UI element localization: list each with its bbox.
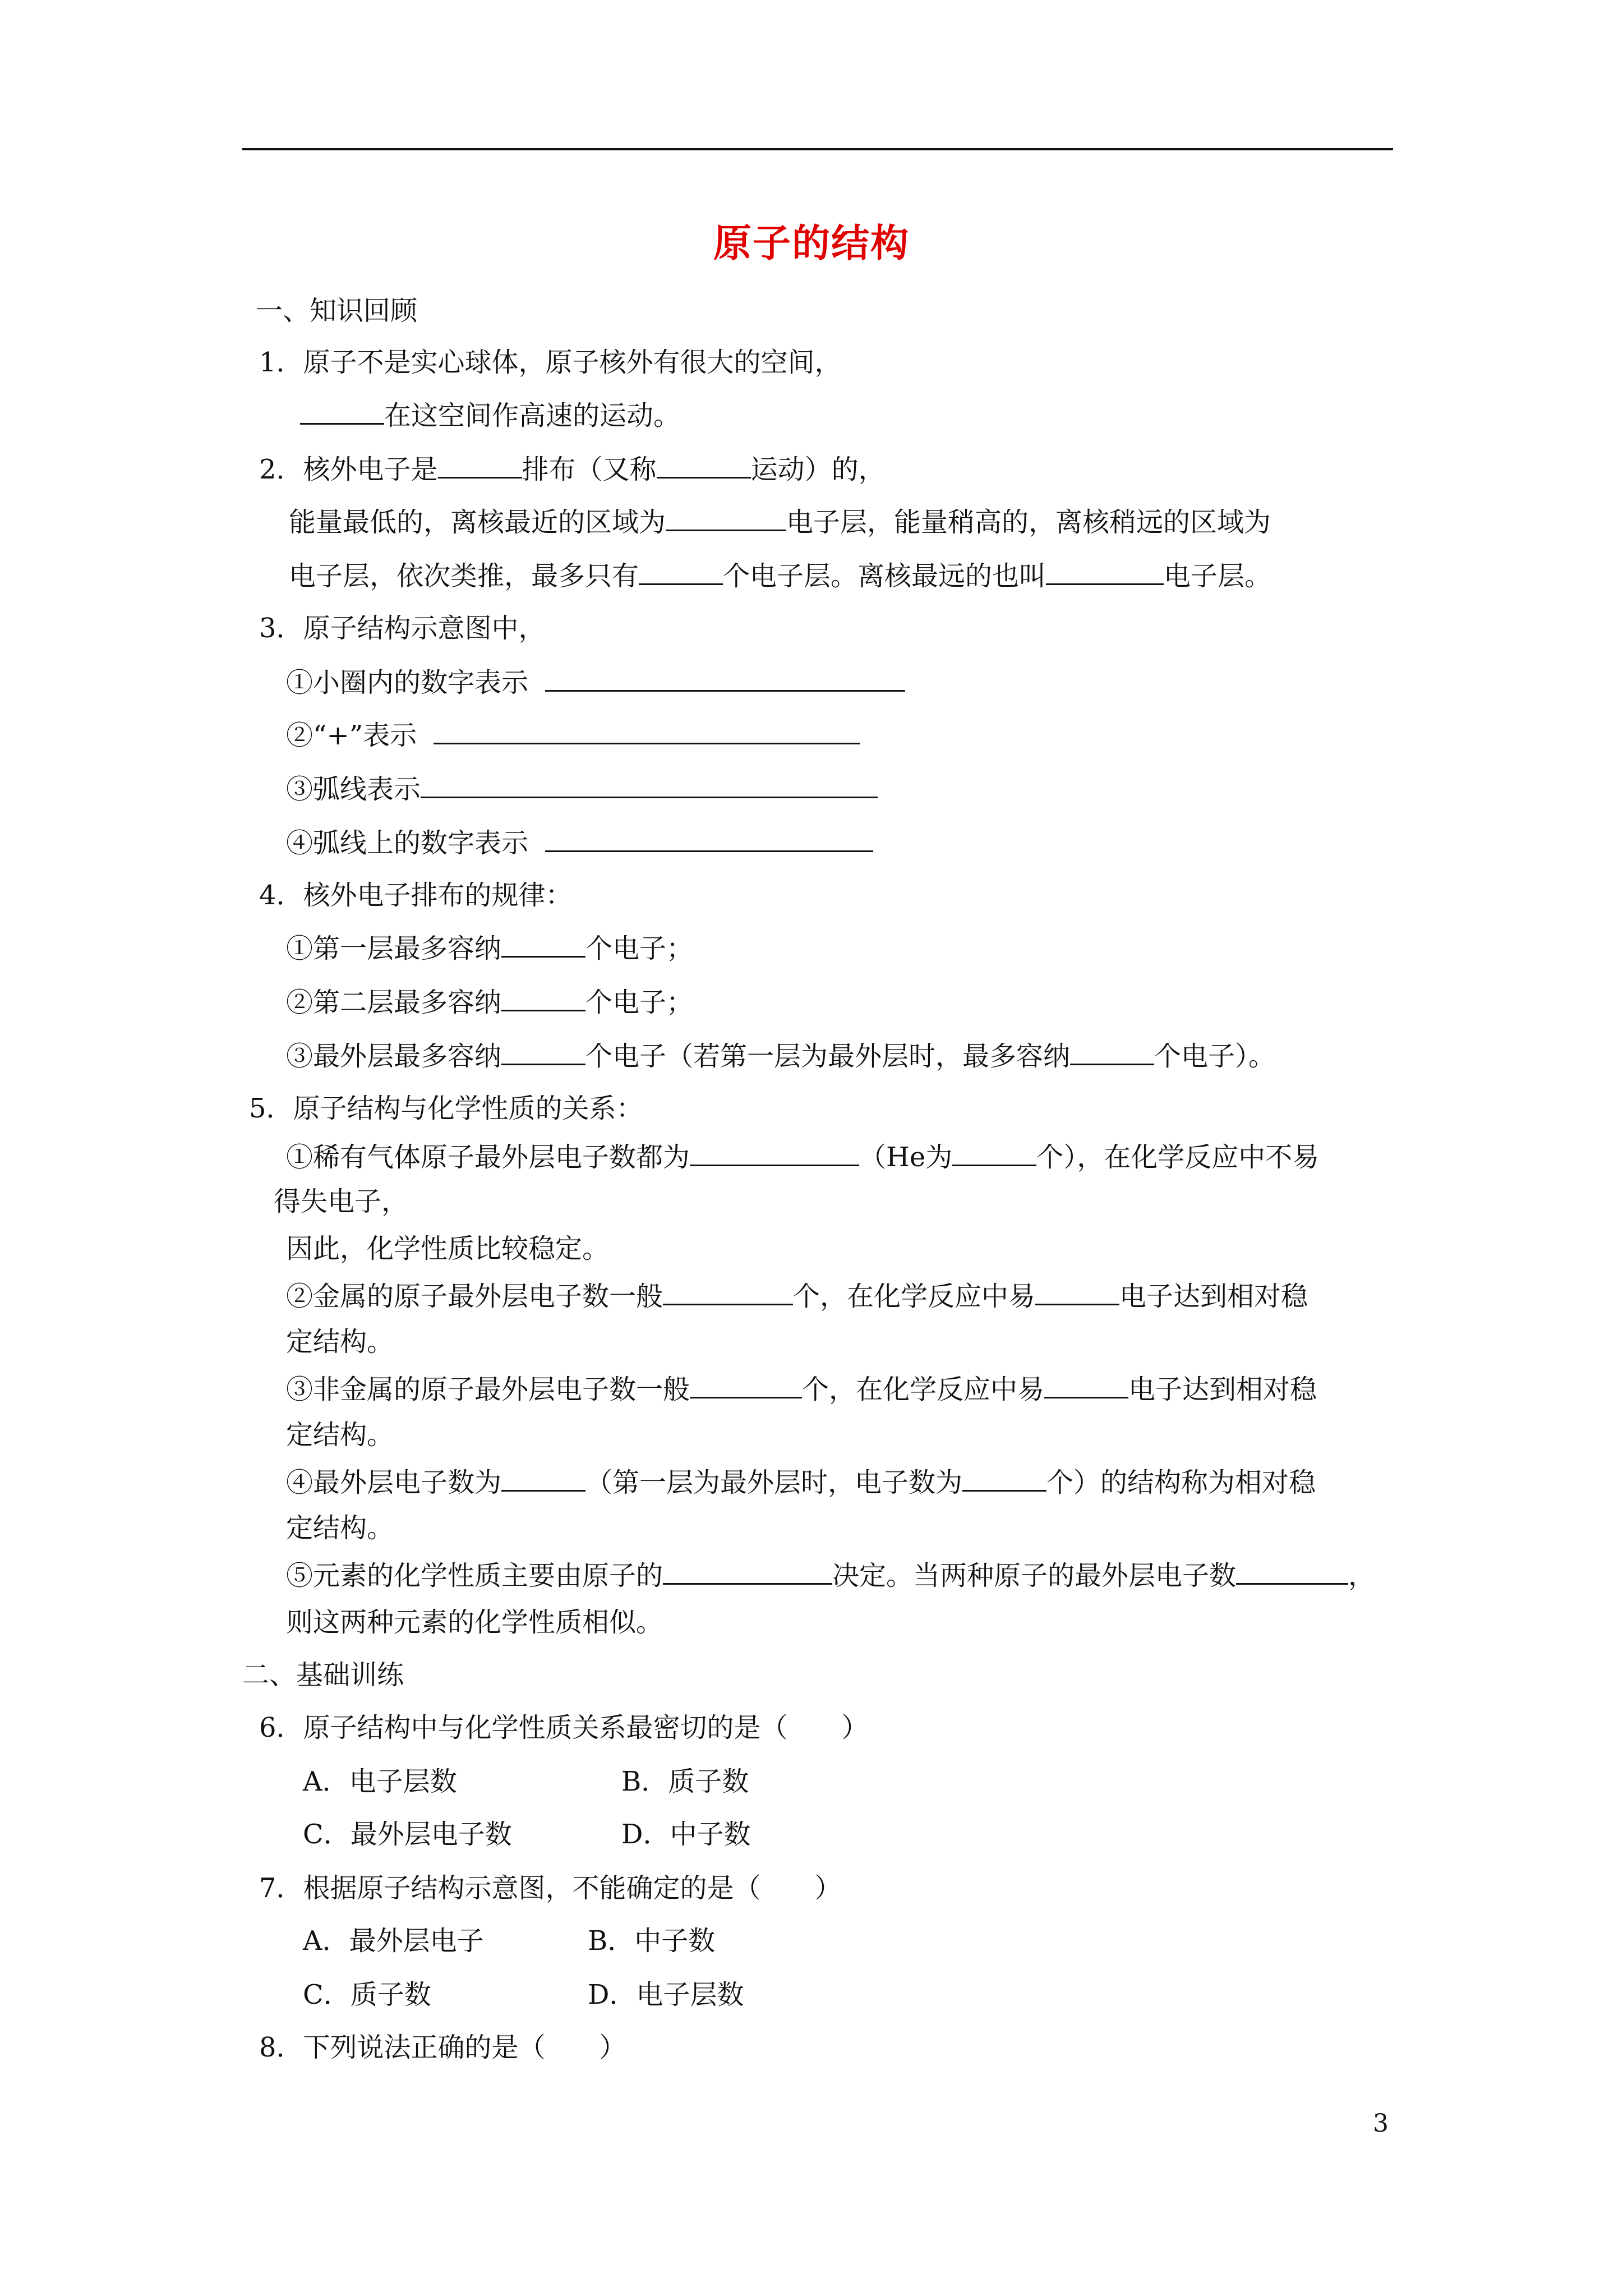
section-heading-basic: 二、基础训练 bbox=[242, 1659, 404, 1691]
q5-item1: ①稀有气体原子最外层电子数都为 （He为 个），在化学反应中不易 bbox=[286, 1140, 1319, 1174]
answer-blank[interactable] bbox=[501, 985, 585, 1011]
answer-blank[interactable] bbox=[666, 505, 786, 531]
q3-item1: ①小圈内的数字表示 bbox=[286, 665, 905, 700]
answer-blank[interactable] bbox=[501, 931, 585, 958]
answer-blank[interactable] bbox=[690, 1140, 859, 1166]
answer-blank[interactable] bbox=[657, 452, 751, 478]
section-heading-review: 一、知识回顾 bbox=[256, 295, 418, 326]
q7-option-a[interactable]: A．最外层电子 bbox=[303, 1925, 484, 1957]
answer-blank[interactable] bbox=[962, 1465, 1046, 1492]
answer-blank[interactable] bbox=[1046, 559, 1164, 585]
answer-blank[interactable] bbox=[1236, 1558, 1348, 1585]
q6-option-b[interactable]: B．质子数 bbox=[621, 1766, 749, 1797]
answer-blank[interactable] bbox=[1044, 1372, 1128, 1398]
q5-line1: 5．原子结构与化学性质的关系： bbox=[249, 1093, 643, 1124]
q2-line2: 能量最低的，离核最近的区域为 电子层，能量稍高的，离核稍远的区域为 bbox=[289, 505, 1271, 539]
q1-line2: 在这空间作高速的运动。 bbox=[300, 398, 680, 432]
q5-item2: ②金属的原子最外层电子数一般 个，在化学反应中易 电子达到相对稳 bbox=[286, 1279, 1308, 1313]
q4-item2: ②第二层最多容纳 个电子； bbox=[286, 985, 693, 1019]
q5-item5: ⑤元素的化学性质主要由原子的 决定。当两种原子的最外层电子数 ， bbox=[286, 1558, 1375, 1593]
answer-blank[interactable] bbox=[300, 398, 384, 425]
answer-blank[interactable] bbox=[434, 718, 860, 744]
q2-line1: 2．核外电子是 排布（又称 运动）的， bbox=[259, 452, 886, 486]
q4-line1: 4．核外电子排布的规律： bbox=[259, 880, 573, 911]
q7-option-d[interactable]: D．电子层数 bbox=[588, 1979, 744, 2010]
q7-option-b[interactable]: B．中子数 bbox=[588, 1925, 716, 1957]
answer-blank[interactable] bbox=[1035, 1279, 1119, 1305]
q6-option-d[interactable]: D．中子数 bbox=[621, 1819, 751, 1850]
q3-item2: ②“+”表示 bbox=[286, 718, 860, 752]
q3-line1: 3．原子结构示意图中， bbox=[259, 613, 546, 644]
q4-item3: ③最外层最多容纳 个电子（若第一层为最外层时，最多容纳 个电子）。 bbox=[286, 1039, 1275, 1073]
answer-blank[interactable] bbox=[639, 559, 723, 585]
q5-item4: ④最外层电子数为 （第一层为最外层时，电子数为 个）的结构称为相对稳 bbox=[286, 1465, 1316, 1499]
answer-blank[interactable] bbox=[1070, 1039, 1154, 1065]
answer-blank[interactable] bbox=[545, 665, 905, 692]
page-number: 3 bbox=[1373, 2109, 1389, 2138]
q2-line3: 电子层，依次类推，最多只有 个电子层。离核最远的也叫 电子层。 bbox=[289, 559, 1271, 593]
answer-blank[interactable] bbox=[501, 1465, 585, 1492]
q1-line1: 1．原子不是实心球体，原子核外有很大的空间， bbox=[259, 347, 842, 378]
q5-item1-cont: 得失电子， bbox=[274, 1186, 409, 1217]
q6-option-a[interactable]: A．电子层数 bbox=[303, 1766, 457, 1797]
q5-item1-cont2: 因此，化学性质比较稳定。 bbox=[286, 1233, 610, 1264]
answer-blank[interactable] bbox=[952, 1140, 1036, 1166]
q8-stem: 8．下列说法正确的是（ ） bbox=[259, 2032, 626, 2063]
answer-blank[interactable] bbox=[663, 1558, 832, 1585]
answer-blank[interactable] bbox=[438, 452, 522, 478]
q5-item2-cont: 定结构。 bbox=[286, 1326, 394, 1358]
answer-blank[interactable] bbox=[421, 772, 878, 798]
q5-item3: ③非金属的原子最外层电子数一般 个，在化学反应中易 电子达到相对稳 bbox=[286, 1372, 1317, 1406]
answer-blank[interactable] bbox=[690, 1372, 802, 1398]
answer-blank[interactable] bbox=[545, 826, 873, 852]
header-rule bbox=[242, 148, 1393, 150]
q6-stem: 6．原子结构中与化学性质关系最密切的是（ ） bbox=[259, 1712, 869, 1743]
q3-item3: ③弧线表示 bbox=[286, 772, 878, 806]
q3-item4: ④弧线上的数字表示 bbox=[286, 826, 873, 860]
q5-item4-cont: 定结构。 bbox=[286, 1512, 394, 1544]
q7-stem: 7．根据原子结构示意图，不能确定的是（ ） bbox=[259, 1872, 842, 1904]
page-title: 原子的结构 bbox=[713, 221, 910, 266]
q4-item1: ①第一层最多容纳 个电子； bbox=[286, 931, 693, 965]
q5-item3-cont: 定结构。 bbox=[286, 1419, 394, 1451]
answer-blank[interactable] bbox=[501, 1039, 585, 1065]
answer-blank[interactable] bbox=[663, 1279, 793, 1305]
q6-option-c[interactable]: C．最外层电子数 bbox=[303, 1819, 512, 1850]
q7-option-c[interactable]: C．质子数 bbox=[303, 1979, 431, 2010]
q5-item5-cont: 则这两种元素的化学性质相似。 bbox=[286, 1607, 663, 1638]
